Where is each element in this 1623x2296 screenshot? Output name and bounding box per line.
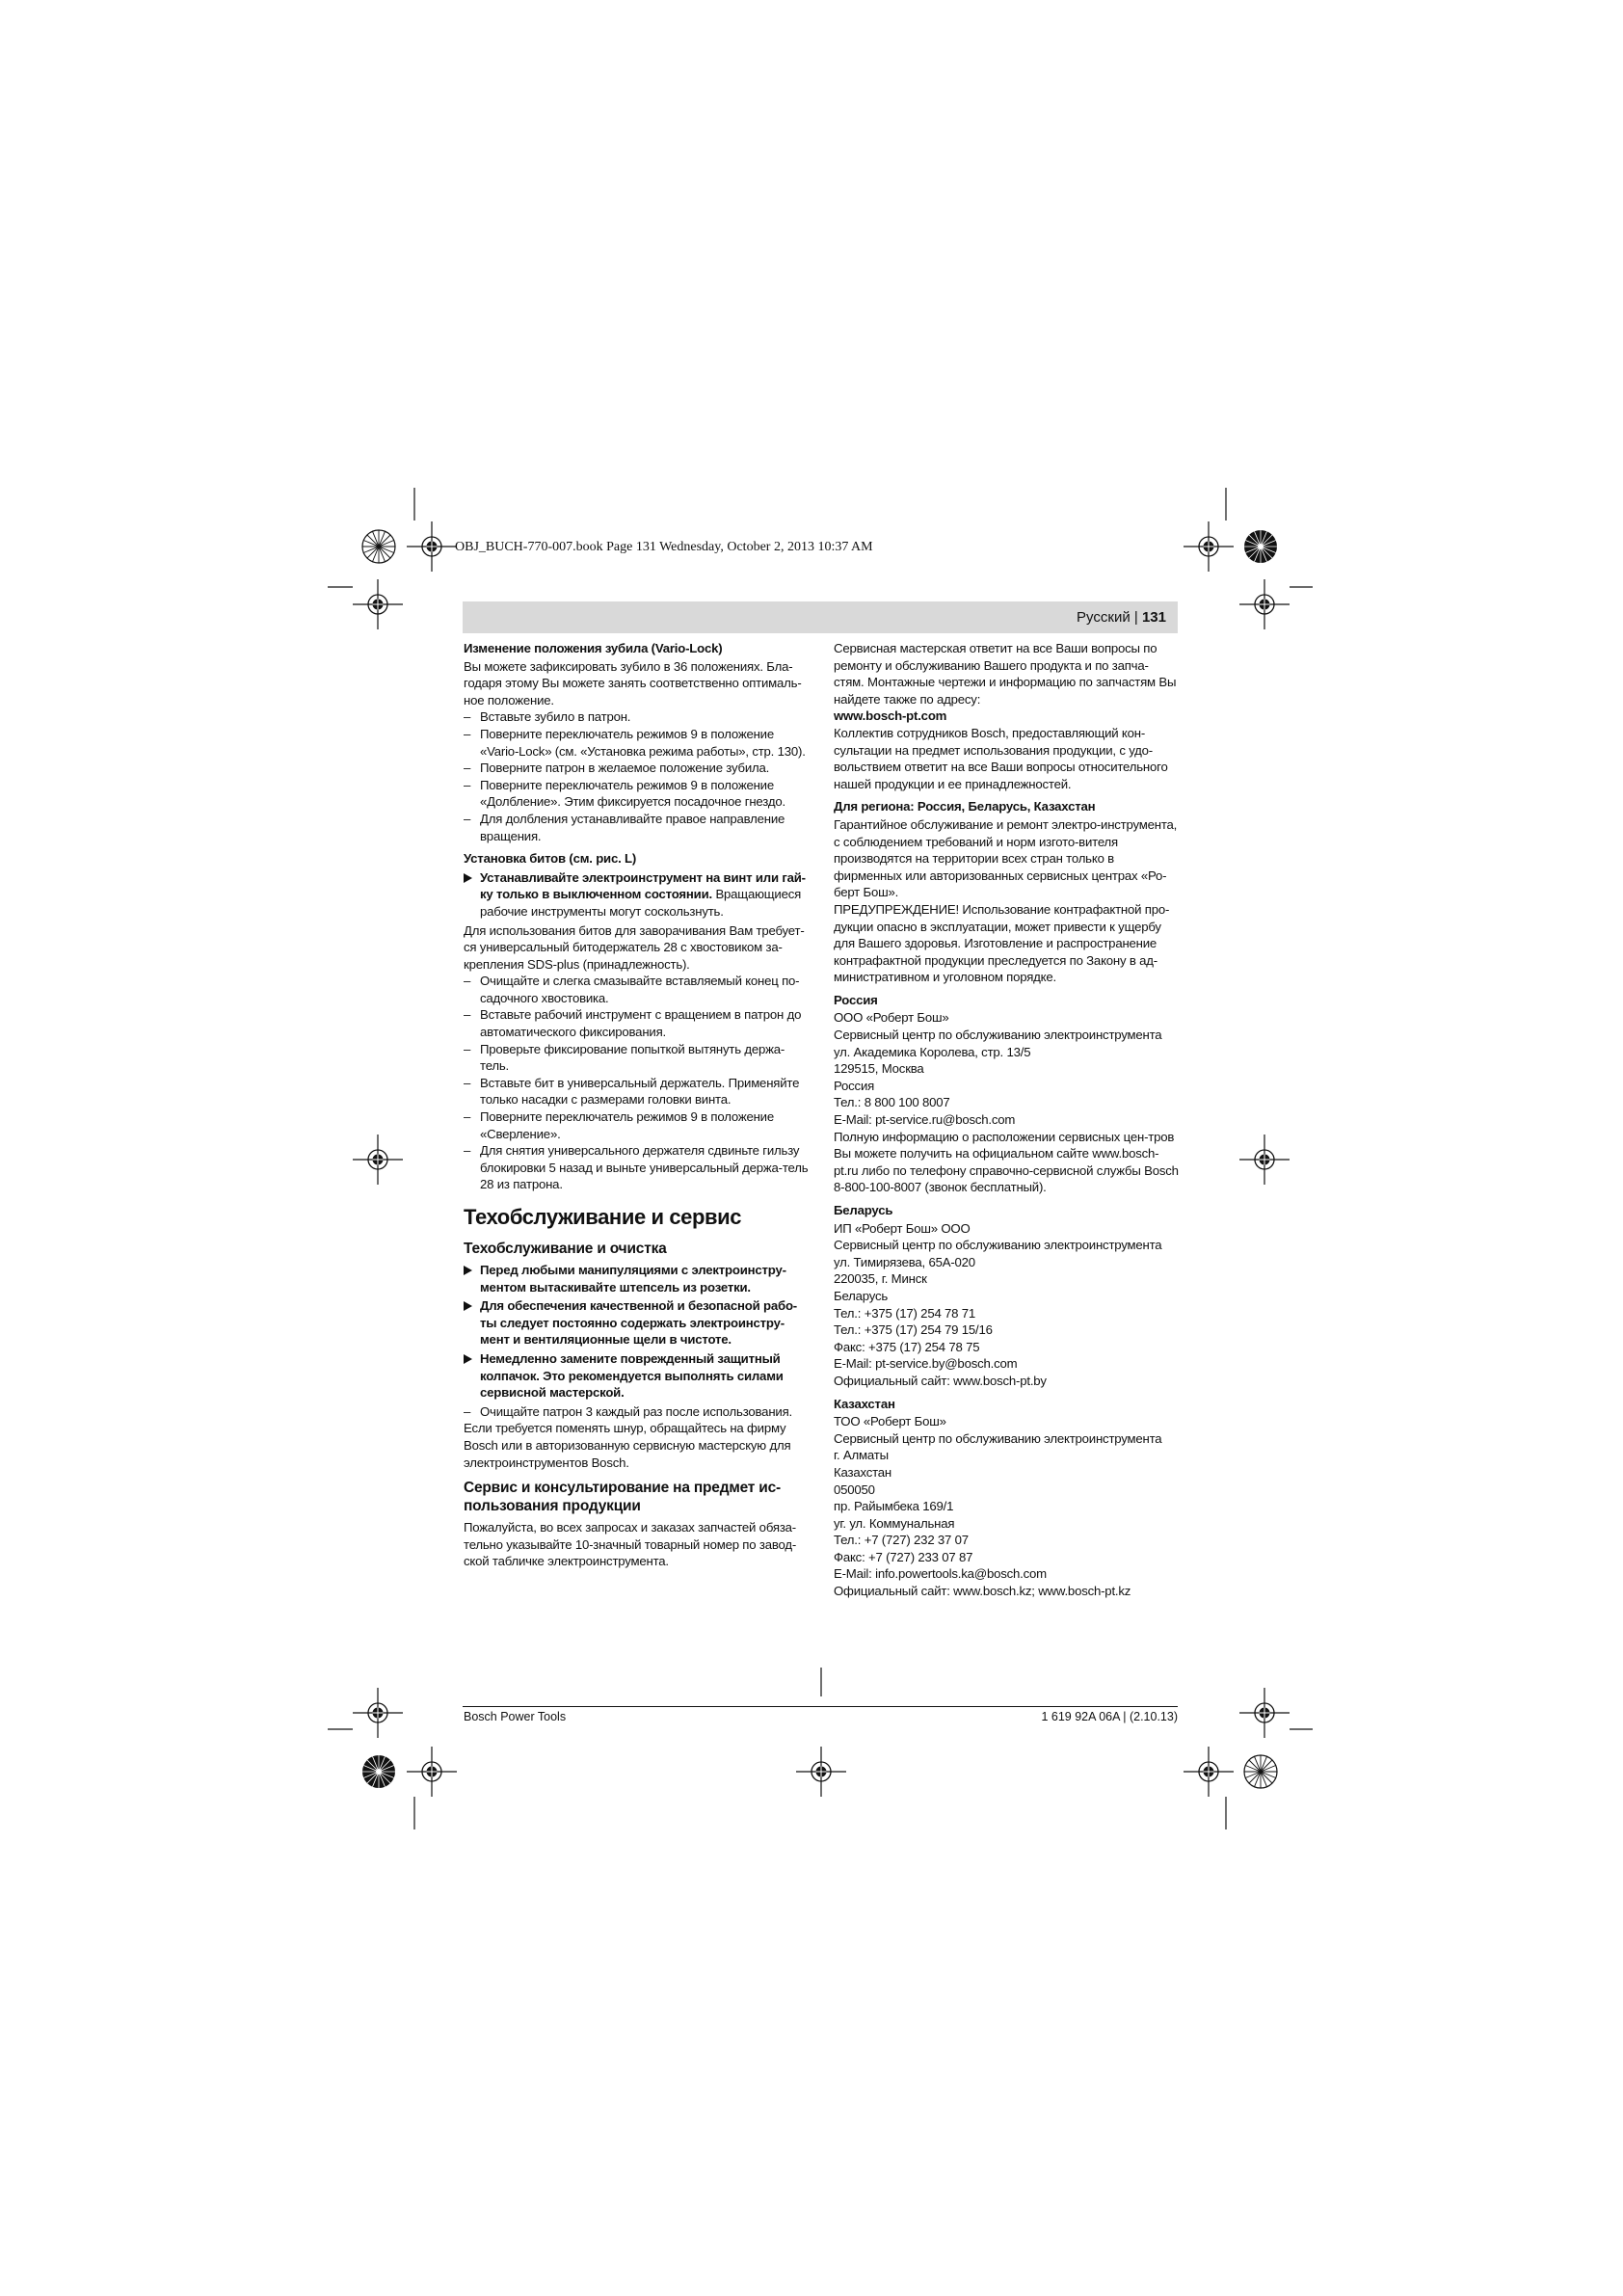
footer-doc-number: 1 619 92A 06A | (2.10.13) bbox=[1041, 1710, 1178, 1723]
russia-address-line: E-Mail: pt-service.ru@bosch.com bbox=[834, 1112, 1016, 1128]
bits-step: – Вставьте бит в универсальный держатель. Применяйте только насадки с размерами головки винта. bbox=[464, 1075, 812, 1108]
kazakhstan-address-line: Тел.: +7 (727) 232 37 07 bbox=[834, 1533, 969, 1548]
russia-address-line: Тел.: 8 800 100 8007 bbox=[834, 1095, 950, 1110]
belarus-address-line: Беларусь bbox=[834, 1288, 889, 1303]
chisel-step: – Для долбления устанавливайте правое направление вращения. bbox=[464, 811, 812, 844]
page-header-bar bbox=[463, 601, 1178, 633]
belarus-address-line: Официальный сайт: www.bosch-pt.by bbox=[834, 1373, 1047, 1388]
kazakhstan-address-line: Официальный сайт: www.bosch.kz; www.bosch-pt.kz bbox=[834, 1584, 1131, 1599]
belarus-address-line: E-Mail: pt-service.by@bosch.com bbox=[834, 1356, 1018, 1372]
bits-step: – Поверните переключатель режимов 9 в положение «Сверление». bbox=[464, 1108, 812, 1142]
kazakhstan-address-line: E-Mail: info.powertools.ka@bosch.com bbox=[834, 1566, 1047, 1582]
bits-step: – Вставьте рабочий инструмент с вращением в патрон до автоматического фиксирования. bbox=[464, 1006, 812, 1040]
belarus-address-line: Тел.: +375 (17) 254 79 15/16 bbox=[834, 1322, 993, 1338]
kazakhstan-address-line: пр. Райымбека 169/1 bbox=[834, 1499, 954, 1514]
chisel-intro: Вы можете зафиксировать зубило в 36 положениях. Бла-годаря этому Вы можете занять соответственно оптималь-ное положение. bbox=[464, 658, 802, 707]
region-heading: Для региона: Россия, Беларусь, Казахстан bbox=[834, 799, 1096, 814]
maintenance-heading: Техобслуживание и очистка bbox=[464, 1241, 667, 1257]
maintenance-warning bbox=[464, 1350, 812, 1402]
bits-warning-bold: Устанавливайте электроинструмент на винт или гай-ку только в выключенном состоянии. bbox=[480, 869, 806, 902]
russia-address-line: Сервисный центр по обслуживанию электроинструмента bbox=[834, 1028, 1162, 1043]
bits-step: – Для снятия универсального держателя сдвиньте гильзу блокировки 5 назад и выньте универсальный держа-тель 28 из патрона. bbox=[464, 1142, 812, 1193]
bits-warning bbox=[464, 869, 812, 921]
warning-triangle-icon bbox=[464, 873, 472, 883]
bits-heading: Установка битов (см. рис. L) bbox=[464, 851, 637, 867]
left-column bbox=[464, 640, 812, 1570]
maintenance-warning bbox=[464, 1297, 812, 1348]
kazakhstan-address-line: ТОО «Роберт Бош» bbox=[834, 1414, 946, 1429]
consulting-text: Пожалуйста, во всех запросах и заказах запчастей обяза-тельно указывайте 10-значный товарный номер по завод-ской табличке электроинструмента. bbox=[464, 1520, 797, 1569]
russia-address-line: ООО «Роберт Бош» bbox=[834, 1010, 949, 1026]
belarus-address-line: ИП «Роберт Бош» ООО bbox=[834, 1220, 971, 1236]
maintenance-cord-text: Если требуется поменять шнур, обращайтесь на фирму Bosch или в авторизованную сервисную мастерскую для электроинструментов Bosch. bbox=[464, 1421, 791, 1470]
russia-address-line: 129515, Москва bbox=[834, 1061, 924, 1077]
russia-address-line: Россия bbox=[834, 1078, 875, 1093]
right-column bbox=[834, 640, 1179, 1600]
kazakhstan-address-line: г. Алматы bbox=[834, 1448, 889, 1463]
bits-step: – Проверьте фиксирование попыткой вытянуть держа-тель. bbox=[464, 1041, 812, 1075]
russia-address-line: ул. Академика Королева, стр. 13/5 bbox=[834, 1044, 1031, 1059]
belarus-address-line: Факс: +375 (17) 254 78 75 bbox=[834, 1339, 980, 1354]
belarus-heading: Беларусь bbox=[834, 1203, 893, 1217]
kazakhstan-address-line: 050050 bbox=[834, 1482, 875, 1497]
chisel-step: – Поверните патрон в желаемое положение зубила. bbox=[464, 760, 812, 777]
chisel-step: – Поверните переключатель режимов 9 в положение «Долбление». Этим фиксируется посадочное гнездо. bbox=[464, 777, 812, 811]
region-warning-text: ПРЕДУПРЕЖДЕНИЕ! Использование контрафактной про-дукции опасно в эксплуатации, может привести к ущербу для Вашего здоровья. Изготовление и распространение контрафактной продукции преследуется по Закону в ад-министративном и уголовном порядке. bbox=[834, 901, 1170, 985]
kazakhstan-heading: Казахстан bbox=[834, 1396, 895, 1411]
kazakhstan-address-line: Факс: +7 (727) 233 07 87 bbox=[834, 1549, 973, 1564]
header-section: Русский bbox=[1077, 609, 1131, 626]
bits-step: – Очищайте и слегка смазывайте вставляемый конец по-садочного хвостовика. bbox=[464, 973, 812, 1006]
russia-heading: Россия bbox=[834, 992, 878, 1007]
belarus-address-line: 220035, г. Минск bbox=[834, 1271, 927, 1287]
service-heading: Техобслуживание и сервис bbox=[464, 1205, 742, 1229]
print-slug: OBJ_BUCH-770-007.book Page 131 Wednesday, October 2, 2013 10:37 AM bbox=[455, 540, 873, 554]
header-separator: | bbox=[1133, 609, 1138, 626]
belarus-address-line: Тел.: +375 (17) 254 78 71 bbox=[834, 1305, 976, 1321]
bits-warning-text: Вращающиеся рабочие инструменты могут соскользнуть. bbox=[480, 887, 802, 919]
service-text: Сервисная мастерская ответит на все Ваши вопросы по ремонту и обслуживанию Вашего продукта и по запча-стям. Монтажные чертежи и информацию по запчастям Вы найдете также по адресу: bbox=[834, 641, 1177, 707]
maintenance-warning-text: Перед любыми манипуляциями с электроинстру-ментом вытаскивайте штепсель из розетки. bbox=[480, 1263, 786, 1295]
page-number: 131 bbox=[1141, 609, 1166, 626]
chisel-step: – Вставьте зубило в патрон. bbox=[464, 708, 812, 726]
maintenance-warning-text: Для обеспечения качественной и безопасной рабо-ты следует постоянно содержать электроинстру-мент и вентиляционные щели в чистоте. bbox=[480, 1298, 797, 1348]
service-url-link[interactable]: www.bosch-pt.com bbox=[834, 708, 947, 724]
warning-triangle-icon bbox=[464, 1301, 472, 1311]
maintenance-warning bbox=[464, 1262, 812, 1295]
page-header bbox=[1077, 609, 1166, 626]
chisel-step: – Поверните переключатель режимов 9 в положение «Vario-Lock» (см. «Установка режима работы», стр. 130). bbox=[464, 726, 812, 760]
belarus-address-line: Сервисный центр по обслуживанию электроинструмента bbox=[834, 1238, 1162, 1253]
kazakhstan-address-line: Казахстан bbox=[834, 1464, 891, 1480]
region-text: Гарантийное обслуживание и ремонт электро-инструмента, с соблюдением требований и норм изгото-вителя производятся на территории всех стран только в фирменных или авторизованных сервисных центрах «Ро-берт Бош». bbox=[834, 816, 1178, 900]
warning-triangle-icon bbox=[464, 1354, 472, 1364]
maintenance-step: – Очищайте патрон 3 каждый раз после использования. bbox=[464, 1403, 812, 1421]
warning-triangle-icon bbox=[464, 1266, 472, 1275]
kazakhstan-address-line: Сервисный центр по обслуживанию электроинструмента bbox=[834, 1430, 1162, 1446]
maintenance-warning-text: Немедленно замените поврежденный защитный колпачок. Это рекомендуется выполнять силами сервисной мастерской. bbox=[480, 1350, 784, 1401]
service-team-text: Коллектив сотрудников Bosch, предоставляющий кон-сультации на предмет использования продукции, с удо-вольствием ответит на все Ваши вопросы относительного нашей продукции и ее принадлежностей. bbox=[834, 725, 1168, 791]
bits-intro: Для использования битов для заворачивания Вам требует-ся универсальный битодержатель 28 с хвостовиком за-крепления SDS-plus (принадлежность). bbox=[464, 922, 805, 972]
russia-info-text: Полную информацию о расположении сервисных цен-тров Вы можете получить на официальном сайте www.bosch-pt.ru либо по телефону справочно-сервисной службы Bosch 8-800-100-8007 (звонок бесплатный). bbox=[834, 1129, 1179, 1195]
kazakhstan-address-line: уг. ул. Коммунальная bbox=[834, 1515, 955, 1531]
belarus-address-line: ул. Тимирязева, 65А-020 bbox=[834, 1254, 975, 1269]
footer-brand: Bosch Power Tools bbox=[464, 1710, 567, 1723]
footer-rule bbox=[463, 1706, 1178, 1707]
chisel-heading: Изменение положения зубила (Vario-Lock) bbox=[464, 641, 723, 655]
consulting-heading: Сервис и консультирование на предмет ис-пользования продукции bbox=[464, 1480, 782, 1515]
